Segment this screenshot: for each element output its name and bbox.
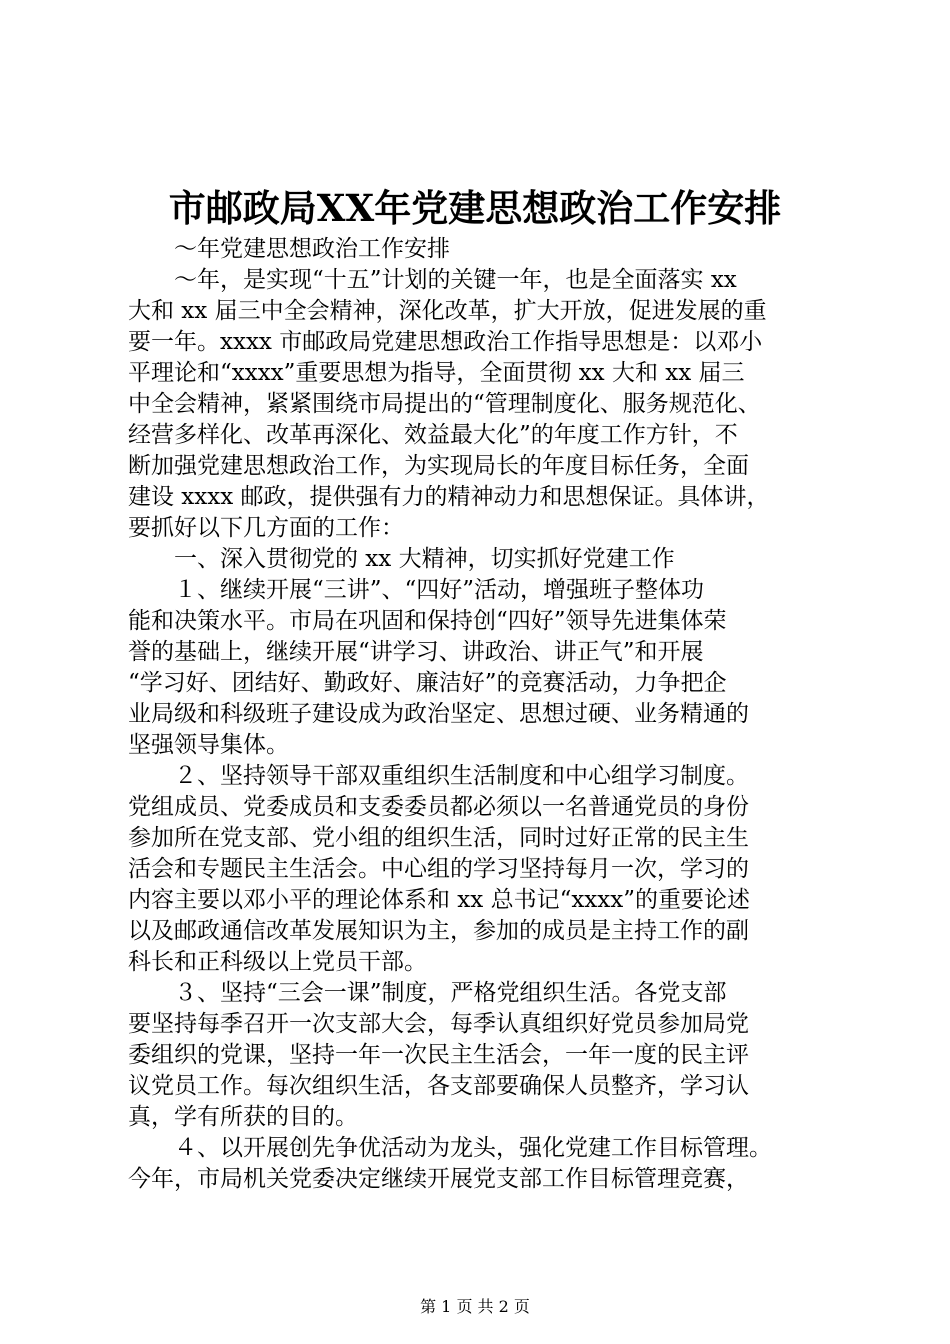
body-line: 活会和专题民主生活会。中心组的学习坚持每月一次，学习的 bbox=[128, 856, 749, 882]
body-line: ４、以开展创先争优活动为龙头，强化党建工作目标管理。 bbox=[128, 1135, 772, 1161]
body-line: 以及邮政通信改革发展知识为主，参加的成员是主持工作的副 bbox=[128, 918, 749, 944]
body-line: 参加所在党支部、党小组的组织生活，同时过好正常的民主生 bbox=[128, 825, 749, 851]
body-line: ～年党建思想政治工作安排 bbox=[128, 236, 450, 262]
body-line: 中全会精神，紧紧围绕市局提出的“管理制度化、服务规范化、 bbox=[128, 391, 761, 417]
body-line: ～年，是实现“十五”计划的关键一年，也是全面落实 xx bbox=[128, 267, 737, 293]
document-body bbox=[128, 234, 858, 1195]
body-line: 业局级和科级班子建设成为政治坚定、思想过硬、业务精通的 bbox=[128, 701, 749, 727]
body-line: 真，学有所获的目的。 bbox=[128, 1104, 358, 1130]
body-line: １、继续开展“三讲”、“四好”活动，增强班子整体功 bbox=[128, 577, 705, 603]
body-line: ２、坚持领导干部双重组织生活制度和中心组学习制度。 bbox=[128, 763, 749, 789]
section-heading: 一、深入贯彻党的 xx 大精神，切实抓好党建工作 bbox=[128, 546, 675, 572]
page-footer: 第 1 页 共 2 页 bbox=[420, 1297, 530, 1316]
body-line: 建设 xxxx 邮政，提供强有力的精神动力和思想保证。具体讲， bbox=[128, 484, 770, 510]
body-line: 经营多样化、改革再深化、效益最大化”的年度工作方针，不 bbox=[128, 422, 738, 448]
document-title: 市邮政局XX年党建思想政治工作安排 bbox=[168, 186, 782, 230]
body-line: 议党员工作。每次组织生活，各支部要确保人员整齐，学习认 bbox=[128, 1073, 749, 1099]
body-line: 科长和正科级以上党员干部。 bbox=[128, 949, 427, 975]
body-line: 大和 xx 届三中全会精神，深化改革，扩大开放，促进发展的重 bbox=[128, 298, 767, 324]
body-line: 要一年。xxxx 市邮政局党建思想政治工作指导思想是：以邓小 bbox=[128, 329, 763, 355]
body-line: ３、坚持“三会一课”制度，严格党组织生活。各党支部 bbox=[128, 980, 727, 1006]
body-line: 党组成员、党委成员和支委委员都必须以一名普通党员的身份 bbox=[128, 794, 749, 820]
body-line: 坚强领导集体。 bbox=[128, 732, 289, 758]
body-line: 能和决策水平。市局在巩固和保持创“四好”领导先进集体荣 bbox=[128, 608, 727, 634]
body-line: 今年，市局机关党委决定继续开展党支部工作目标管理竞赛， bbox=[128, 1166, 749, 1192]
body-line: 委组织的党课，坚持一年一次民主生活会，一年一度的民主评 bbox=[128, 1042, 749, 1068]
body-line: 要抓好以下几方面的工作： bbox=[128, 515, 404, 541]
body-line: 誉的基础上，继续开展“讲学习、讲政治、讲正气”和开展 bbox=[128, 639, 704, 665]
body-line: 断加强党建思想政治工作，为实现局长的年度目标任务，全面 bbox=[128, 453, 749, 479]
body-line: 平理论和“xxxx”重要思想为指导，全面贯彻 xx 大和 xx 届三 bbox=[128, 360, 745, 386]
body-line: “学习好、团结好、勤政好、廉洁好”的竞赛活动，力争把企 bbox=[128, 670, 727, 696]
body-line: 要坚持每季召开一次支部大会，每季认真组织好党员参加局党 bbox=[128, 1011, 749, 1037]
body-line: 内容主要以邓小平的理论体系和 xx 总书记“xxxx”的重要论述 bbox=[128, 887, 750, 913]
